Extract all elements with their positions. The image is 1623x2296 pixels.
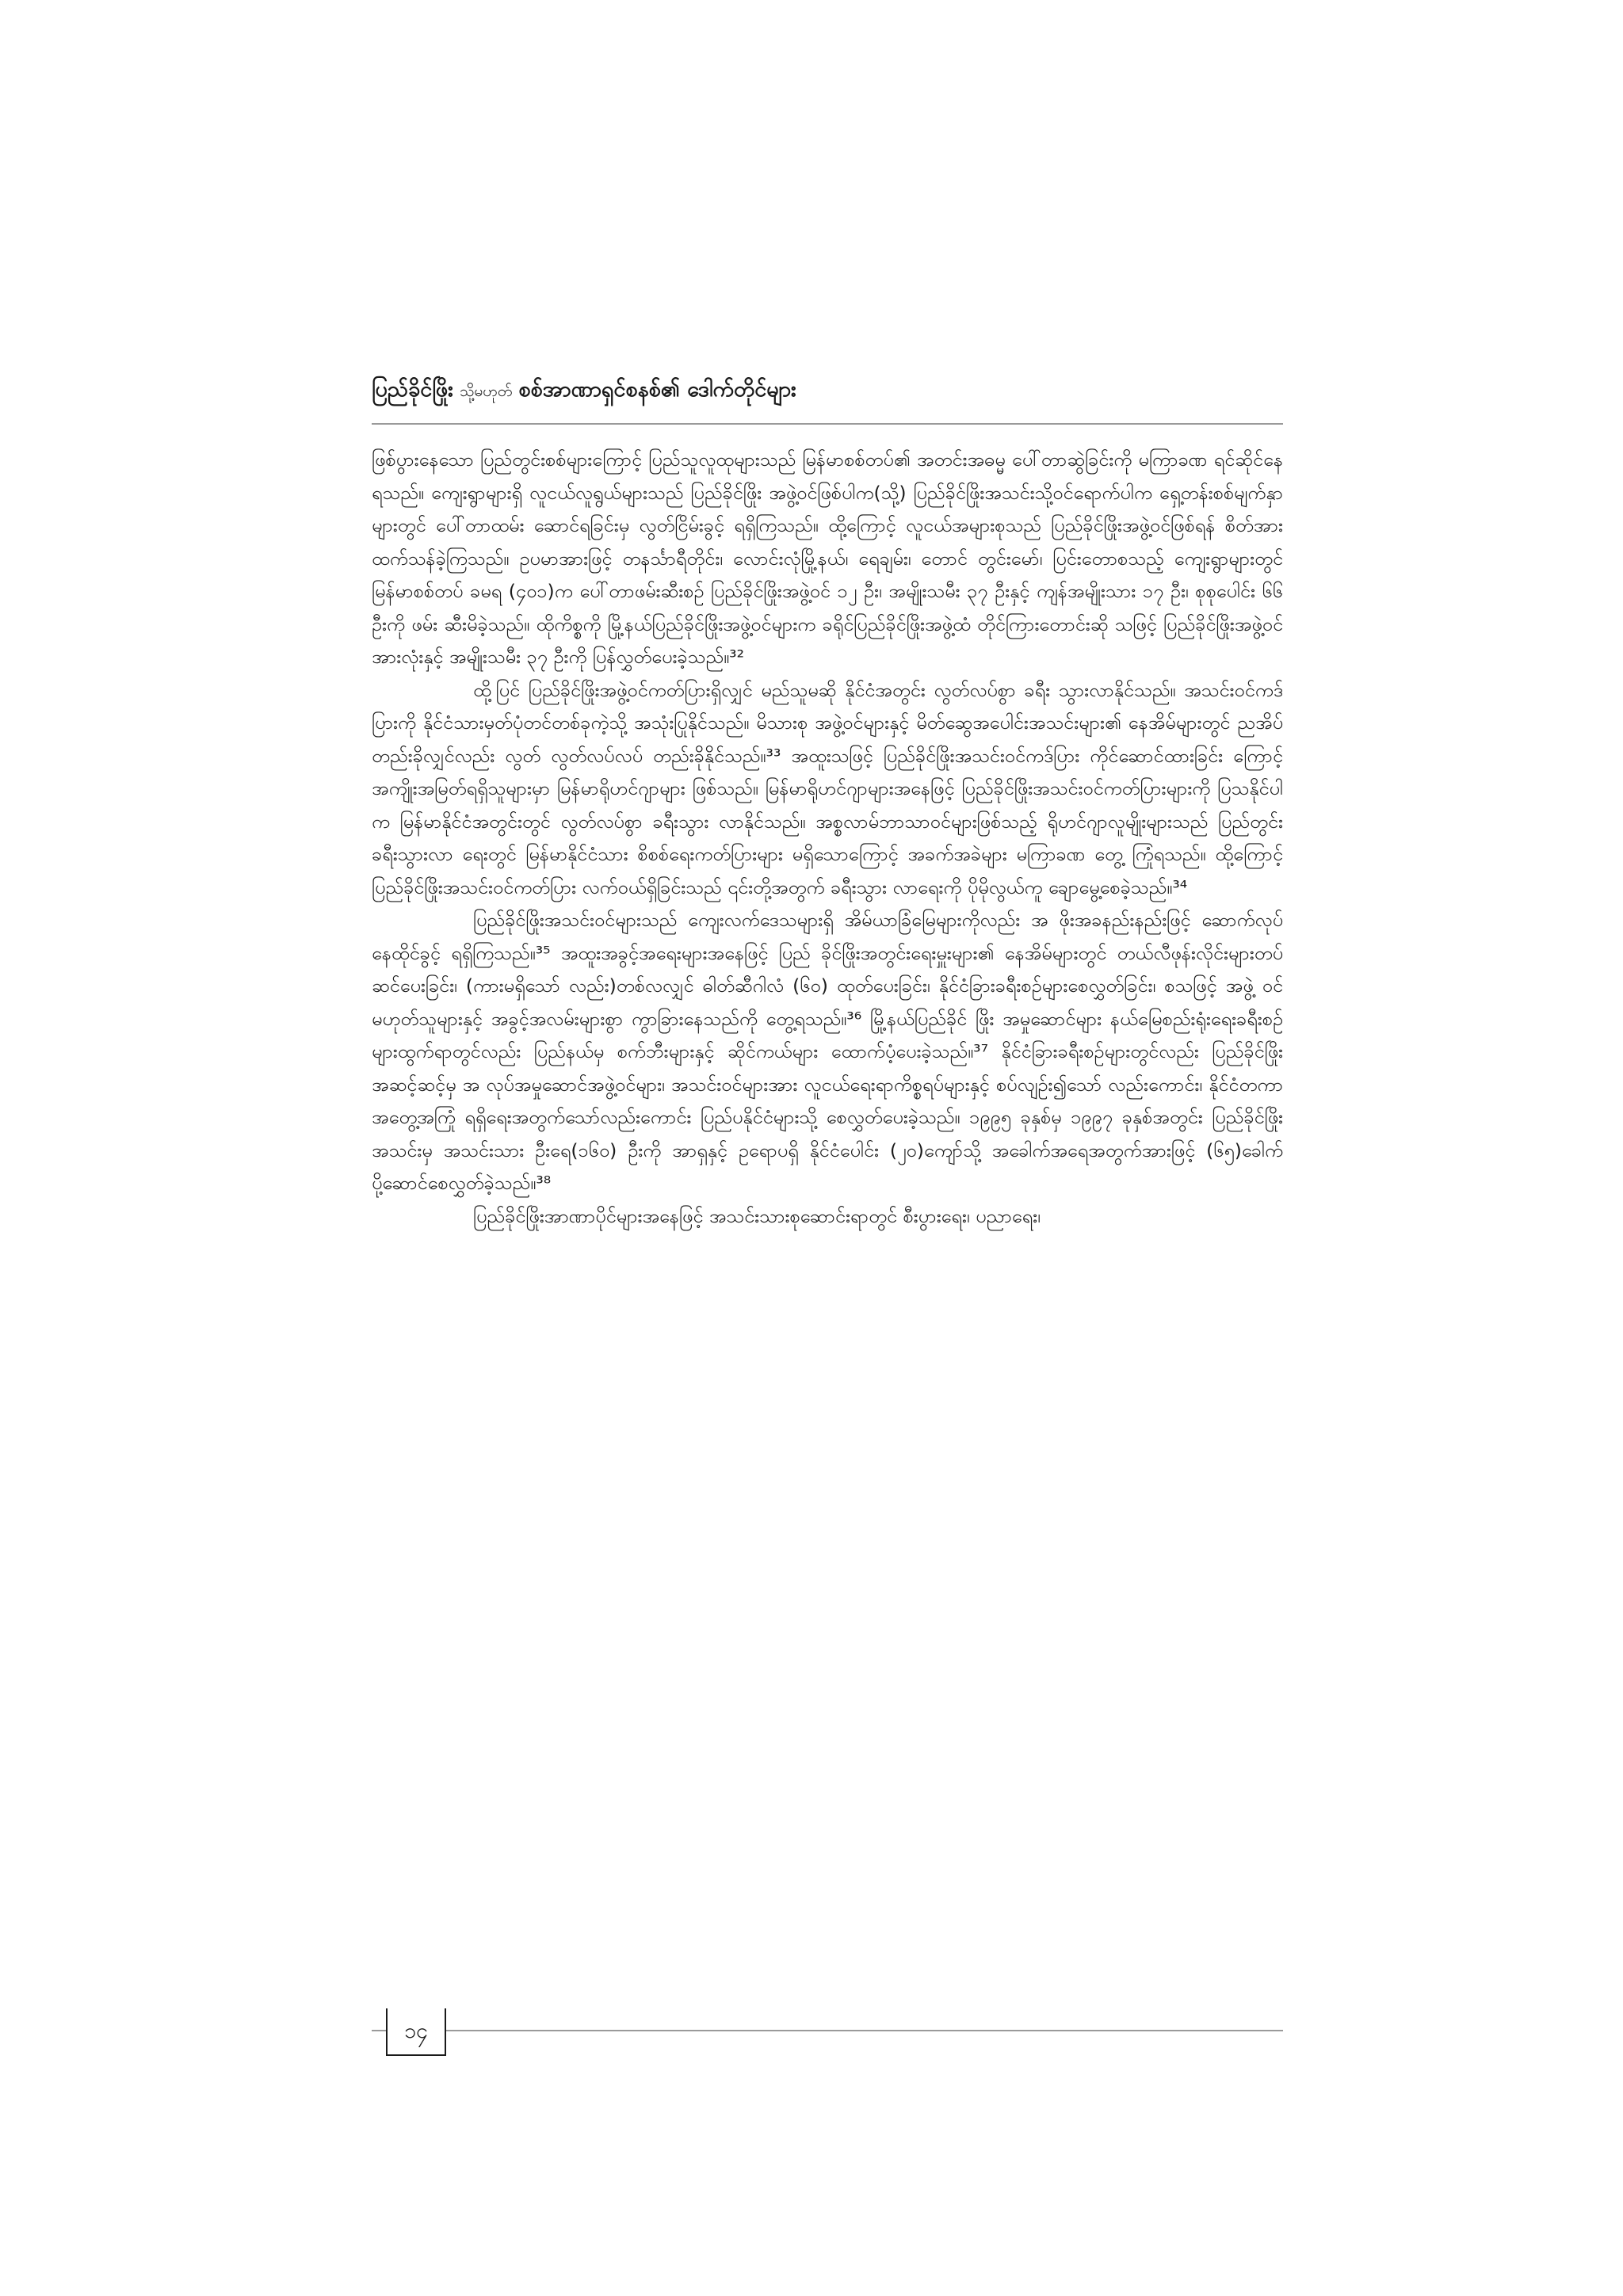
paragraph-4: ပြည်ခိုင်ဖြိုးအာဏာပိုင်များအနေဖြင့် အသင်းသားစုဆောင်းရာတွင် စီးပွားရေး၊ ပညာရေး၊: [473, 1204, 1041, 1227]
header-divider: [372, 423, 1283, 425]
paragraph-1: ဖြစ်ပွားနေသော ပြည်တွင်းစစ်များကြောင့် ပြည်သူလူထုများသည် မြန်မာစစ်တပ်၏ အတင်းအဓမ္မ ပေါ်တာဆွဲခြင်းကို မကြာခဏ ရင်ဆိုင်နေရသည်။ ကျေးရွာများရှိ လူငယ်လူရွယ်များသည် ပြည်ခိုင်ဖြိုး အဖွဲ့ဝင်ဖြစ်ပါက(သို့) ပြည်ခိုင်ဖြိုးအသင်းသို့ဝင်ရောက်ပါက ရှေ့တန်းစစ်မျက်နှာများတွင် ပေါ်တာထမ်း ဆောင်ရခြင်းမှ လွတ်ငြိမ်းခွင့် ရရှိကြသည်။ ထို့ကြောင့် လူငယ်အများစုသည် ပြည်ခိုင်ဖြိုးအဖွဲ့ဝင်ဖြစ်ရန် စိတ်အားထက်သန်ခဲ့ကြသည်။ ဥပမာအားဖြင့် တနင်္သာရီတိုင်း၊ လောင်းလုံမြို့နယ်၊ ရေချမ်း၊ တောင် တွင်းမော်၊ ပြင်းတောစသည့် ကျေးရွာများတွင် မြန်မာစစ်တပ် ခမရ (၄၀၁)က ပေါ်တာဖမ်းဆီးစဉ် ပြည်ခိုင်ဖြိုးအဖွဲ့ဝင် ၁၂ ဦး၊ အမျိုးသမီး ၃၇ ဦးနှင့် ကျန်အမျိုးသား ၁၇ ဦး၊ စုစုပေါင်း ၆၆ ဦးကို ဖမ်း ဆီးမိခဲ့သည်။ ထိုကိစ္စကို မြို့နယ်ပြည်ခိုင်ဖြိုးအဖွဲ့ဝင်များက ခရိုင်ပြည်ခိုင်ဖြိုးအဖွဲ့ထံ တိုင်ကြားတောင်းဆို သဖြင့် ပြည်ခိုင်ဖြိုးအဖွဲ့ဝင်အားလုံးနှင့် အမျိုးသမီး ၃၇ ဦးကို ပြန်လွှတ်ပေးခဲ့သည်။³²: [372, 448, 1283, 668]
page-number: ၁၄: [386, 2008, 446, 2056]
paragraph-3: ပြည်ခိုင်ဖြိုးအသင်းဝင်များသည် ကျေးလက်ဒေသများရှိ အိမ်ယာခြံမြေများကိုလည်း အ ဖိုးအခနည်းနည်းဖြင့် ဆောက်လုပ်နေထိုင်ခွင့် ရရှိကြသည်။³⁵ အထူးအခွင့်အရေးများအနေဖြင့် ပြည် ခိုင်ဖြိုးအတွင်းရေးမှူးများ၏ နေအိမ်များတွင် တယ်လီဖုန်းလိုင်းများတပ်ဆင်ပေးခြင်း၊ (ကားမရှိသော် လည်း)တစ်လလျှင် ဓါတ်ဆီဂါလံ (၆၀) ထုတ်ပေးခြင်း၊ နိုင်ငံခြားခရီးစဉ်များစေလွှတ်ခြင်း၊ စသဖြင့် အဖွဲ့ ဝင်မဟုတ်သူများနှင့် အခွင့်အလမ်းများစွာ ကွာခြားနေသည်ကို တွေ့ရသည်။³⁶ မြို့နယ်ပြည်ခိုင် ဖြိုး အမှုဆောင်များ နယ်မြေစည်းရုံးရေးခရီးစဉ်များထွက်ရာတွင်လည်း ပြည်နယ်မှ စက်ဘီးများနှင့် ဆိုင်ကယ်များ ထောက်ပံ့ပေးခဲ့သည်။³⁷ နိုင်ငံခြားခရီးစဉ်များတွင်လည်း ပြည်ခိုင်ဖြိုးအဆင့်ဆင့်မှ အ လုပ်အမှုဆောင်အဖွဲ့ဝင်များ၊ အသင်းဝင်များအား လူငယ်ရေးရာကိစ္စရပ်များနှင့် စပ်လျဉ်း၍သော် လည်းကောင်း၊ နိုင်ငံတကာအတွေ့အကြုံ ရရှိရေးအတွက်သော်လည်းကောင်း ပြည်ပနိုင်ငံများသို့ စေလွှတ်ပေးခဲ့သည်။ ၁၉၉၅ ခုနှစ်မှ ၁၉၉၇ ခုနှစ်အတွင်း ပြည်ခိုင်ဖြိုးအသင်းမှ အသင်းသား ဦးရေ(၁၆၀) ဦးကို အာရှနှင့် ဥရောပရှိ နိုင်ငံပေါင်း (၂၀)ကျော်သို့ အခေါက်အရေအတွက်အားဖြင့် (၆၅)ခေါက် ပို့ဆောင်စေလွှတ်ခဲ့သည်။³⁸: [372, 909, 1283, 1194]
header-title-bold: ပြည်ခိုင်ဖြိုး: [372, 377, 454, 402]
running-header: [372, 371, 1283, 409]
header-title-conjunction: သို့မဟုတ်: [460, 383, 513, 400]
footer-divider: [372, 2030, 1283, 2031]
paragraph-2: ထို့ပြင် ပြည်ခိုင်ဖြိုးအဖွဲ့ဝင်ကတ်ပြားရှိလျှင် မည်သူမဆို နိုင်ငံအတွင်း လွတ်လပ်စွာ ခရီး သွားလာနိုင်သည်။ အသင်းဝင်ကဒ်ပြားကို နိုင်ငံသားမှတ်ပုံတင်တစ်ခုကဲ့သို့ အသုံးပြုနိုင်သည်။ မိသားစု အဖွဲ့ဝင်များနှင့် မိတ်ဆွေအပေါင်းအသင်းများ၏ နေအိမ်များတွင် ညအိပ်တည်းခိုလျှင်လည်း လွတ် လွတ်လပ်လပ် တည်းခိုနိုင်သည်။³³ အထူးသဖြင့် ပြည်ခိုင်ဖြိုးအသင်းဝင်ကဒ်ပြား ကိုင်ဆောင်ထားခြင်း ကြောင့် အကျိုးအမြတ်ရရှိသူများမှာ မြန်မာရိုဟင်ဂျာများ ဖြစ်သည်။ မြန်မာရိုဟင်ဂျာများအနေဖြင့် ပြည်ခိုင်ဖြိုးအသင်းဝင်ကတ်ပြားများကို ပြသနိုင်ပါက မြန်မာနိုင်ငံအတွင်းတွင် လွတ်လပ်စွာ ခရီးသွား လာနိုင်သည်။ အစ္စလာမ်ဘာသာဝင်များဖြစ်သည့် ရိုဟင်ဂျာလူမျိုးများသည် ပြည်တွင်း ခရီးသွားလာ ရေးတွင် မြန်မာနိုင်ငံသား စိစစ်ရေးကတ်ပြားများ မရှိသောကြောင့် အခက်အခဲများ မကြာခဏ တွေ့ ကြုံရသည်။ ထို့ကြောင့် ပြည်ခိုင်ဖြိုးအသင်းဝင်ကတ်ပြား လက်ဝယ်ရှိခြင်းသည် ၎င်းတို့အတွက် ခရီးသွား လာရေးကို ပိုမိုလွယ်ကူ ချောမွေ့စေခဲ့သည်။³⁴: [372, 678, 1283, 898]
body-text: [372, 444, 1283, 1233]
header-title-rest: စစ်အာဏာရှင်စနစ်၏ ဒေါက်တိုင်များ: [518, 377, 796, 402]
